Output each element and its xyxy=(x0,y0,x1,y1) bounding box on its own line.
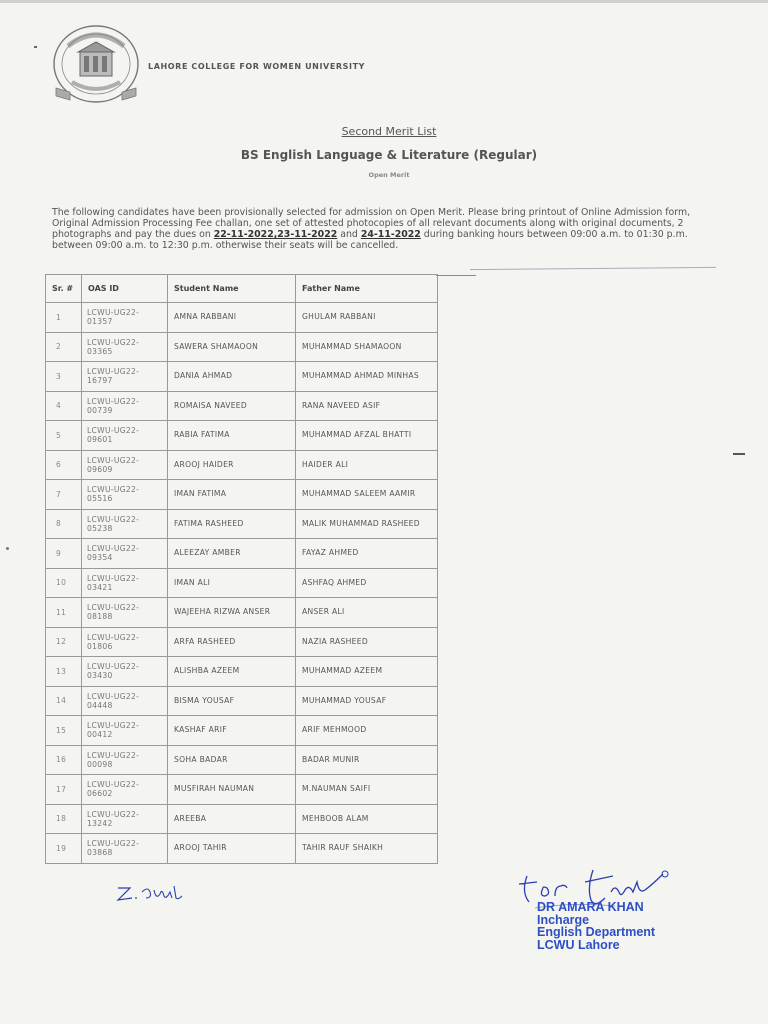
scan-mark xyxy=(6,547,9,550)
table-row xyxy=(46,362,438,392)
father-name-cell: ANSER ALI xyxy=(296,598,438,628)
father-name-cell: ASHFAQ AHMED xyxy=(296,568,438,598)
handwritten-initials xyxy=(110,878,190,906)
father-name-cell: MUHAMMAD YOUSAF xyxy=(296,686,438,716)
signatory-role: Incharge xyxy=(537,912,590,927)
serial-number-cell: 17 xyxy=(46,775,82,805)
student-name-cell: MUSFIRAH NAUMAN xyxy=(168,775,296,805)
university-name: LAHORE COLLEGE FOR WOMEN UNIVERSITY xyxy=(148,62,366,71)
student-name-cell: IMAN ALI xyxy=(168,568,296,598)
oas-id-cell: LCWU-UG22-16797 xyxy=(82,362,168,392)
father-name-cell: NAZIA RASHEED xyxy=(296,627,438,657)
table-row xyxy=(46,804,438,834)
serial-number-cell: 10 xyxy=(46,568,82,598)
signatory-institution: LCWU Lahore xyxy=(537,937,620,952)
father-name-cell: GHULAM RABBANI xyxy=(296,303,438,333)
serial-number-cell: 4 xyxy=(46,391,82,421)
oas-id-cell: LCWU-UG22-09354 xyxy=(82,539,168,569)
program-title: BS English Language & Literature (Regular) xyxy=(240,148,538,162)
father-name-cell: MUHAMMAD AZEEM xyxy=(296,657,438,687)
due-date: 22-11-2022 xyxy=(213,229,274,240)
student-name-cell: RABIA FATIMA xyxy=(168,421,296,451)
table-row xyxy=(46,775,438,805)
oas-id-cell: LCWU-UG22-03421 xyxy=(82,568,168,598)
signatory-name: DR AMARA KHAN xyxy=(537,900,644,914)
father-name-cell: MEHBOOB ALAM xyxy=(296,804,438,834)
student-name-cell: ARFA RASHEED xyxy=(168,627,296,657)
table-row xyxy=(46,509,438,539)
date-separator: and xyxy=(337,229,361,240)
table-header-row xyxy=(46,275,438,303)
oas-id-cell: LCWU-UG22-01806 xyxy=(82,627,168,657)
serial-number-cell: 14 xyxy=(46,686,82,716)
oas-id-cell: LCWU-UG22-05516 xyxy=(82,480,168,510)
signatory-stamp xyxy=(537,901,655,951)
scan-edge xyxy=(0,0,768,3)
oas-id-cell: LCWU-UG22-05238 xyxy=(82,509,168,539)
list-title: Second Merit List xyxy=(341,125,437,138)
table-body xyxy=(46,303,438,864)
serial-number-cell: 1 xyxy=(46,303,82,333)
notice-text: The following candidates have been provisionally selected for admission on Open Merit. Please bring printout of Online Admission form, Original Admission Processing Fee challan, one set of attested photocopies of all relevant documents along with original documents, 2 photographs and pay the dues on xyxy=(52,207,691,240)
table-row xyxy=(46,834,438,864)
student-name-cell: SAWERA SHAMAOON xyxy=(168,332,296,362)
serial-number-cell: 2 xyxy=(46,332,82,362)
oas-id-cell: LCWU-UG22-00739 xyxy=(82,391,168,421)
father-name-cell: TAHIR RAUF SHAIKH xyxy=(296,834,438,864)
serial-number-cell: 18 xyxy=(46,804,82,834)
serial-number-cell: 7 xyxy=(46,480,82,510)
student-name-cell: IMAN FATIMA xyxy=(168,480,296,510)
merit-table xyxy=(45,274,438,864)
oas-id-cell: LCWU-UG22-00098 xyxy=(82,745,168,775)
university-crest-icon xyxy=(50,22,142,108)
father-name-cell: MUHAMMAD AHMAD MINHAS xyxy=(296,362,438,392)
father-name-cell: HAIDER ALI xyxy=(296,450,438,480)
student-name-cell: DANIA AHMAD xyxy=(168,362,296,392)
serial-number-cell: 15 xyxy=(46,716,82,746)
student-name-cell: SOHA BADAR xyxy=(168,745,296,775)
merit-type: Open Merit xyxy=(368,171,410,179)
table-row xyxy=(46,480,438,510)
oas-id-cell: LCWU-UG22-06602 xyxy=(82,775,168,805)
admission-notice xyxy=(52,207,722,251)
scan-line xyxy=(470,267,716,270)
father-name-cell: RANA NAVEED ASIF xyxy=(296,391,438,421)
oas-id-cell: LCWU-UG22-13242 xyxy=(82,804,168,834)
student-name-cell: AROOJ HAIDER xyxy=(168,450,296,480)
serial-number-cell: 13 xyxy=(46,657,82,687)
oas-id-cell: LCWU-UG22-01357 xyxy=(82,303,168,333)
table-row xyxy=(46,391,438,421)
father-name-cell: MUHAMMAD AFZAL BHATTI xyxy=(296,421,438,451)
father-name-cell: M.NAUMAN SAIFI xyxy=(296,775,438,805)
oas-id-cell: LCWU-UG22-00412 xyxy=(82,716,168,746)
column-header: OAS ID xyxy=(82,275,168,303)
father-name-cell: MALIK MUHAMMAD RASHEED xyxy=(296,509,438,539)
serial-number-cell: 8 xyxy=(46,509,82,539)
oas-id-cell: LCWU-UG22-09609 xyxy=(82,450,168,480)
scan-line xyxy=(436,275,476,276)
table-row xyxy=(46,745,438,775)
table-row xyxy=(46,421,438,451)
notice-text: during banking hours between 09:00 a.m. to 01:30 p.m. between 09:00 a.m. to 12:30 p.m. otherwise their seats will be cancelled. xyxy=(52,229,688,251)
father-name-cell: BADAR MUNIR xyxy=(296,745,438,775)
table-row xyxy=(46,598,438,628)
student-name-cell: FATIMA RASHEED xyxy=(168,509,296,539)
serial-number-cell: 3 xyxy=(46,362,82,392)
student-name-cell: ROMAISA NAVEED xyxy=(168,391,296,421)
student-name-cell: AROOJ TAHIR xyxy=(168,834,296,864)
table-row xyxy=(46,450,438,480)
father-name-cell: MUHAMMAD SALEEM AAMIR xyxy=(296,480,438,510)
serial-number-cell: 12 xyxy=(46,627,82,657)
scan-mark xyxy=(733,453,745,455)
column-header: Sr. # xyxy=(46,275,82,303)
oas-id-cell: LCWU-UG22-08188 xyxy=(82,598,168,628)
student-name-cell: BISMA YOUSAF xyxy=(168,686,296,716)
table-row xyxy=(46,332,438,362)
serial-number-cell: 6 xyxy=(46,450,82,480)
table-row xyxy=(46,539,438,569)
serial-number-cell: 19 xyxy=(46,834,82,864)
father-name-cell: ARIF MEHMOOD xyxy=(296,716,438,746)
oas-id-cell: LCWU-UG22-03365 xyxy=(82,332,168,362)
serial-number-cell: 16 xyxy=(46,745,82,775)
serial-number-cell: 9 xyxy=(46,539,82,569)
student-name-cell: ALEEZAY AMBER xyxy=(168,539,296,569)
table-row xyxy=(46,627,438,657)
oas-id-cell: LCWU-UG22-03868 xyxy=(82,834,168,864)
due-date: 24-11-2022 xyxy=(360,229,421,240)
table-row xyxy=(46,568,438,598)
table-row xyxy=(46,657,438,687)
oas-id-cell: LCWU-UG22-03430 xyxy=(82,657,168,687)
oas-id-cell: LCWU-UG22-09601 xyxy=(82,421,168,451)
column-header: Father Name xyxy=(296,275,438,303)
oas-id-cell: LCWU-UG22-04448 xyxy=(82,686,168,716)
table-row xyxy=(46,303,438,333)
student-name-cell: WAJEEHA RIZWA ANSER xyxy=(168,598,296,628)
signatory-department: English Department xyxy=(537,925,656,939)
student-name-cell: AMNA RABBANI xyxy=(168,303,296,333)
table-row xyxy=(46,686,438,716)
student-name-cell: ALISHBA AZEEM xyxy=(168,657,296,687)
father-name-cell: FAYAZ AHMED xyxy=(296,539,438,569)
student-name-cell: KASHAF ARIF xyxy=(168,716,296,746)
serial-number-cell: 5 xyxy=(46,421,82,451)
column-header: Student Name xyxy=(168,275,296,303)
father-name-cell: MUHAMMAD SHAMAOON xyxy=(296,332,438,362)
serial-number-cell: 11 xyxy=(46,598,82,628)
date-separator: , xyxy=(273,229,278,240)
table-row xyxy=(46,716,438,746)
student-name-cell: AREEBA xyxy=(168,804,296,834)
due-date: 23-11-2022 xyxy=(277,229,338,240)
scan-mark xyxy=(34,46,37,48)
